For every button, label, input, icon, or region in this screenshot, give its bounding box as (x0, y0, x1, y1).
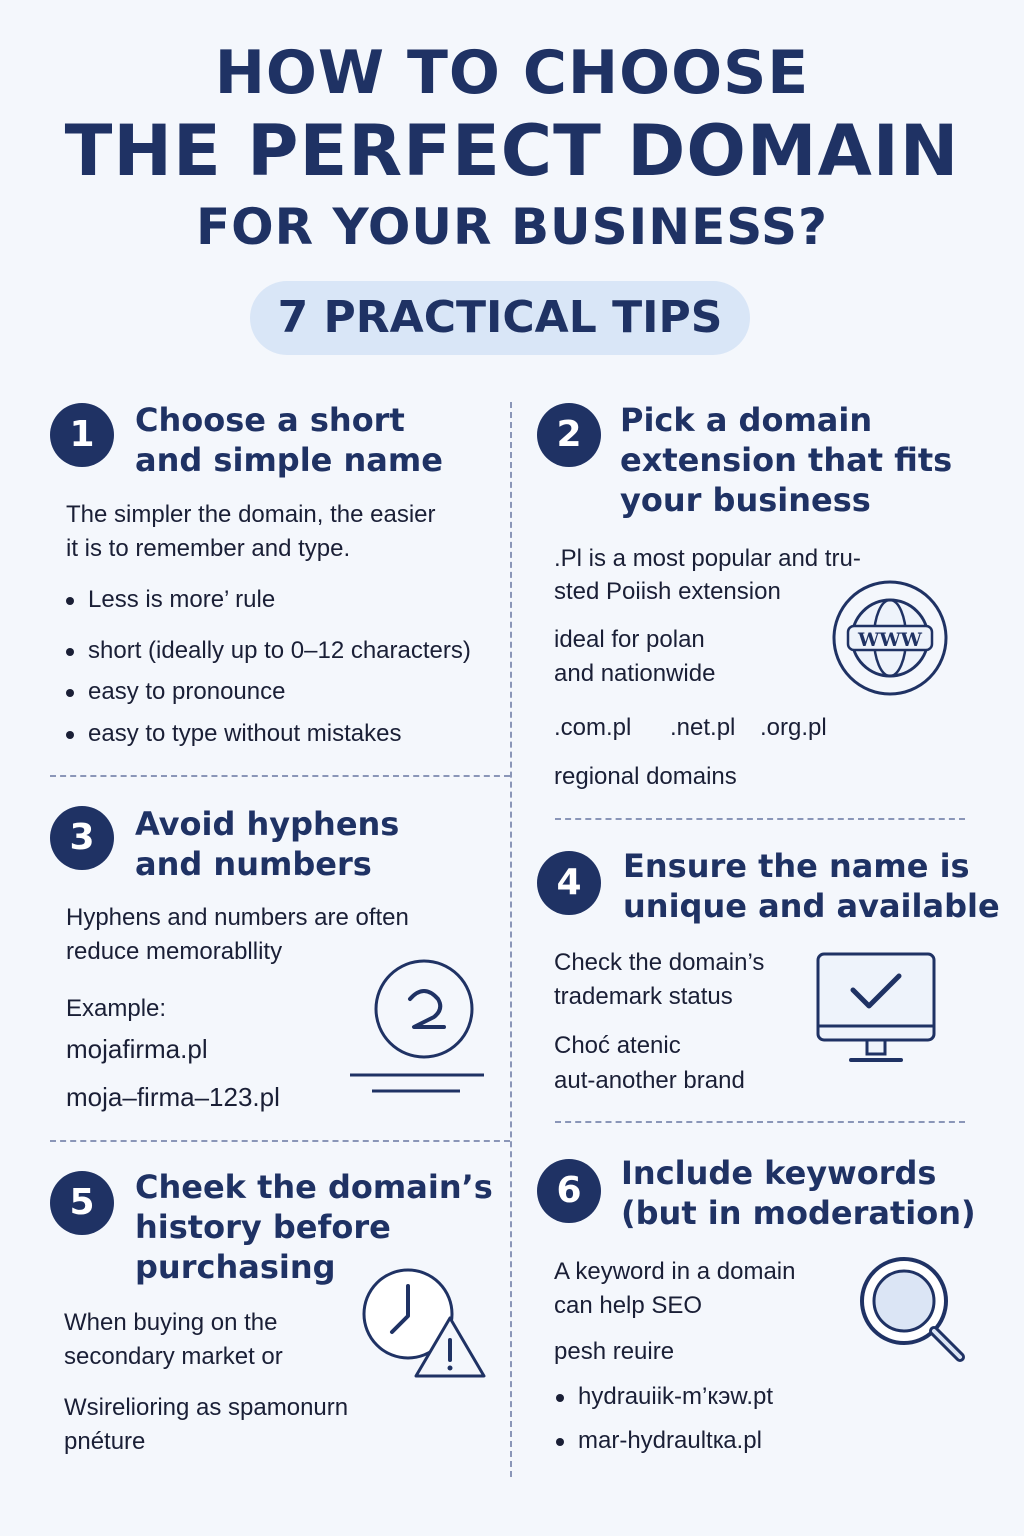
tip-number-badge: 4 (537, 851, 601, 915)
tip-heading: Choose a short (135, 401, 405, 439)
title-line-1: HOW TO CHOOSE (214, 38, 810, 108)
example-domain: mojafirma.pl (66, 1034, 208, 1064)
tip-heading: Cheek the domain’s (135, 1168, 493, 1206)
row-divider (50, 775, 510, 777)
tip-heading: Avoid hyphens (135, 805, 400, 843)
tip-heading: (but in moderation) (621, 1194, 976, 1232)
row-divider (555, 1121, 965, 1123)
tip-number-badge: 2 (537, 403, 601, 467)
monitor-check-icon (815, 950, 939, 1068)
list-item: hydrauiik-m’кэw.pt (556, 1383, 773, 1411)
row-divider (555, 818, 965, 820)
list-item: mar-hydraultкa.pl (556, 1427, 762, 1455)
tip-text: pesh reuire (554, 1338, 675, 1365)
regional-domains-label: regional domains (554, 763, 737, 790)
tip-heading: your business (620, 481, 871, 519)
tip-heading: and simple name (135, 441, 443, 479)
tip-text: pnéture (64, 1428, 146, 1455)
tip-text: reduce memorabllity (66, 938, 283, 965)
list-item: easy to pronounce (66, 678, 285, 706)
tip-heading: purchasing (135, 1248, 336, 1286)
tip-text: .Pl is a most popular and tru- (554, 545, 861, 572)
tip-text: A keyword in a domain (554, 1258, 796, 1285)
clock-warning-icon (360, 1266, 488, 1380)
title-line-2: THE PERFECT DOMAIN (64, 110, 960, 192)
tip-heading: history before (135, 1208, 391, 1246)
tip-text: Wsirelioring as spamonurn (64, 1394, 349, 1421)
tip-heading: Ensure the name is (623, 847, 970, 885)
tip-number-badge: 6 (537, 1159, 601, 1223)
row-divider (50, 1140, 510, 1142)
extension-label: .com.pl (554, 714, 632, 741)
list-item: easy to type without mistakes (66, 720, 401, 748)
tip-text: Choć atenic (554, 1032, 681, 1059)
tip-number-badge: 1 (50, 403, 114, 467)
tip-heading: Include keywords (621, 1154, 937, 1192)
magnifier-icon (858, 1255, 968, 1365)
tip-text: Check the domain’s (554, 949, 765, 976)
tip-heading: extension that fits (620, 441, 953, 479)
list-item: Less is more’ rule (66, 586, 275, 614)
tip-heading: unique and available (623, 887, 1000, 925)
tip-text: it is to remember and type. (66, 535, 351, 562)
tip-text: When buying on the (64, 1309, 278, 1336)
tip-number-badge: 3 (50, 806, 114, 870)
tip-text: and nationwide (554, 660, 716, 687)
extension-label: .org.pl (760, 714, 827, 741)
tip-text: secondary market or (64, 1343, 283, 1370)
www-label: WWW (857, 629, 923, 651)
list-item: short (ideally up to 0–12 characters) (66, 637, 471, 665)
tip-text: aut-another brand (554, 1067, 745, 1094)
column-divider (510, 402, 512, 1477)
tip-heading: Pick a domain (620, 401, 873, 439)
title-line-3: FOR YOUR BUSINESS? (195, 198, 829, 256)
tip-text: sted Poiish extension (554, 578, 781, 605)
tip-text: can help SEO (554, 1292, 703, 1319)
subtitle-pill: 7 PRACTICAL TIPS (250, 281, 750, 355)
at-sign-icon (348, 955, 488, 1095)
example-label: Example: (66, 995, 167, 1022)
tip-text: ideal for polan (554, 626, 705, 653)
tip-number-badge: 5 (50, 1171, 114, 1235)
tip-text: Hyphens and numbers are often (66, 904, 409, 931)
example-domain: moja–firma–123.pl (66, 1082, 280, 1112)
tip-heading: and numbers (135, 845, 372, 883)
tip-text: trademark status (554, 983, 733, 1010)
extension-label: .net.pl (670, 714, 736, 741)
tip-text: The simpler the domain, the easier (66, 501, 436, 528)
globe-www-icon (830, 580, 952, 698)
